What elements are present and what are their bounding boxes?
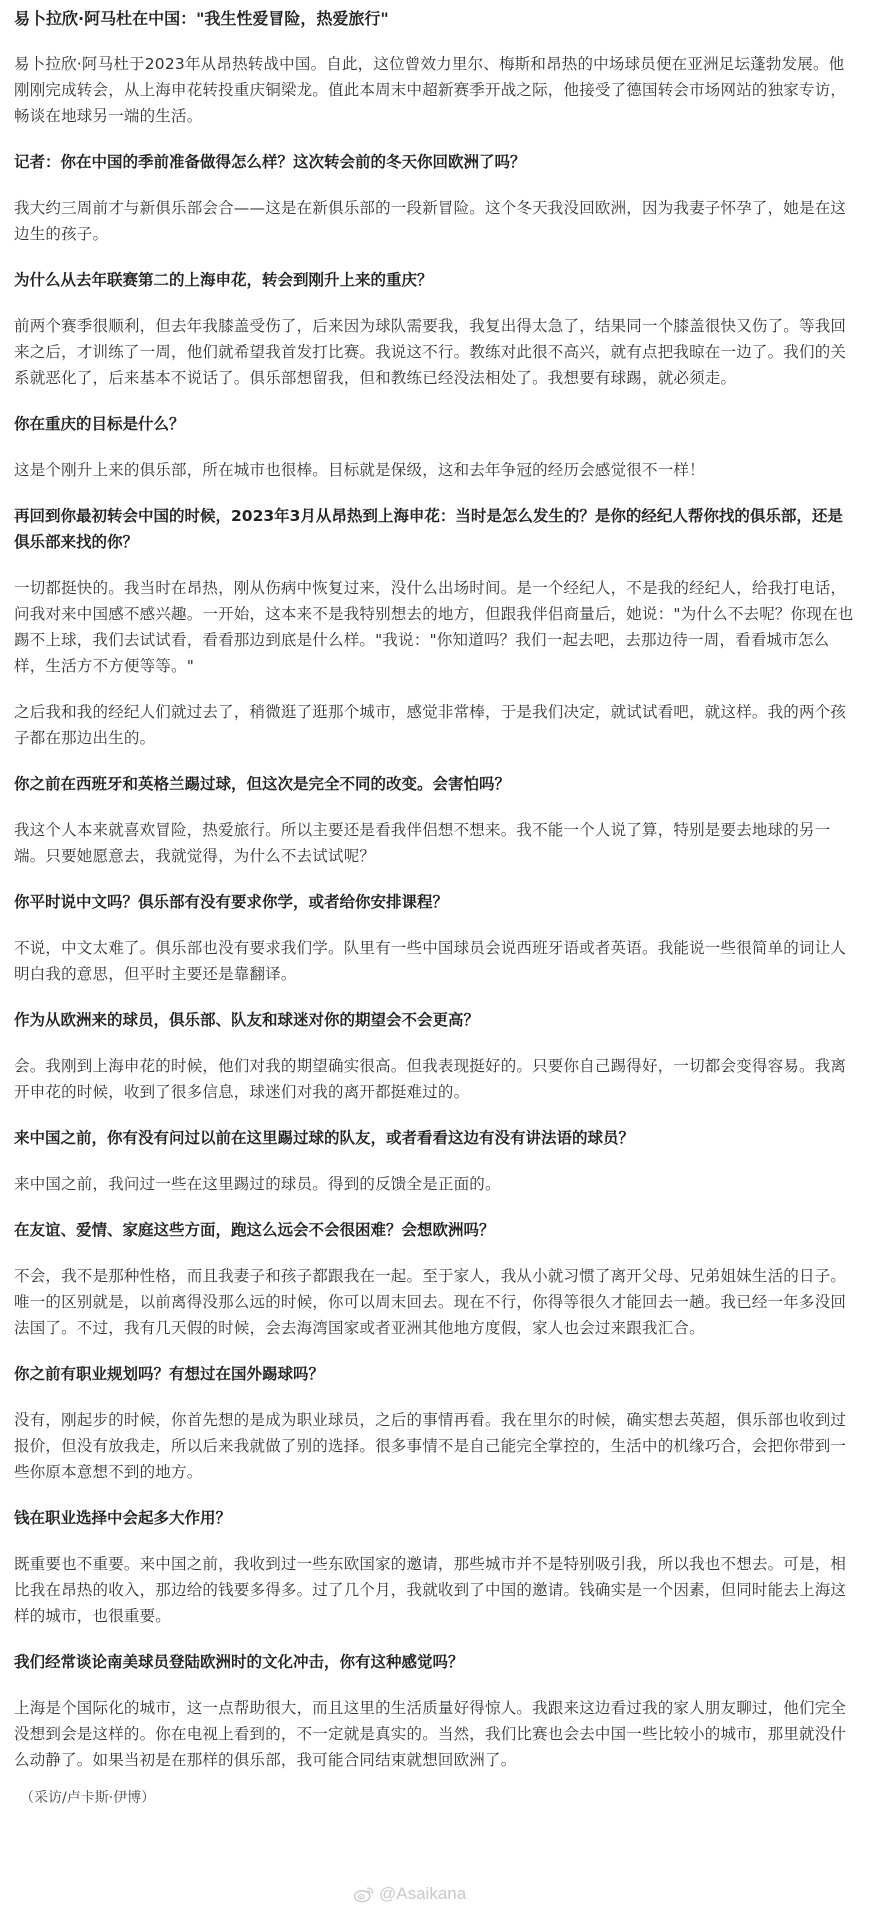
answer: 不说，中文太难了。俱乐部也没有要求我们学。队里有一些中国球员会说西班牙语或者英语。我能说一些很简单的词让人明白我的意思，但平时主要还是靠翻译。 [14, 939, 847, 983]
answer: 既重要也不重要。来中国之前，我收到过一些东欧国家的邀请，那些城市并不是特别吸引我，所以我也不想去。可是，相比我在昂热的收入，那边给的钱要多得多。过了几个月，我就收到了中国的邀请。钱确实是一个因素，但同时能去上海这样的城市，也很重要。 [14, 1555, 847, 1625]
answer: 来中国之前，我问过一些在这里踢过的球员。得到的反馈全是正面的。 [14, 1175, 501, 1193]
answer: 会。我刚到上海申花的时候，他们对我的期望确实很高。但我表现挺好的。只要你自己踢得好，一切都会变得容易。我离开申花的时候，收到了很多信息，球迷们对我的离开都挺难过的。 [14, 1057, 847, 1101]
question: 你平时说中文吗？俱乐部有没有要求你学，或者给你安排课程？ [14, 893, 449, 911]
qa-7 [14, 1007, 854, 1105]
question: 你之前有职业规划吗？有想过在国外踢球吗？ [14, 1365, 325, 1383]
answer: 没有，刚起步的时候，你首先想的是成为职业球员，之后的事情再看。我在里尔的时候，确实想去英超，俱乐部也收到过报价，但没有放我走，所以后来我就做了别的选择。很多事情不是自己能完全掌控的，生活中的机缘巧合，会把你带到一些你原本意想不到的地方。 [14, 1411, 847, 1481]
watermark [353, 1882, 466, 1906]
question: 你在重庆的目标是什么？ [14, 415, 185, 433]
question: 再回到你最初转会中国的时候，2023年3月从昂热到上海申花：当时是怎么发生的？是你的经纪人帮你找的俱乐部，还是俱乐部来找的你？ [14, 507, 843, 551]
answer: 前两个赛季很顺利，但去年我膝盖受伤了，后来因为球队需要我，我复出得太急了，结果同一个膝盖很快又伤了。等我回来之后，才训练了一周，他们就希望我首发打比赛。我说这不行。教练对此很不高兴，就有点把我晾在一边了。我们的关系就恶化了，后来基本不说话了。俱乐部想留我，但和教练已经没法相处了。我想要有球踢，就必须走。 [14, 317, 847, 387]
weibo-icon [353, 1885, 375, 1903]
qa-6 [14, 889, 854, 987]
article-title: 易卜拉欣·阿马杜在中国："我生性爱冒险，热爱旅行" [14, 9, 389, 28]
answer: 我这个人本来就喜欢冒险，热爱旅行。所以主要还是看我伴侣想不想来。我不能一个人说了算，特别是要去地球的另一端。只要她愿意去，我就觉得，为什么不去试试呢？ [14, 821, 831, 865]
question: 为什么从去年联赛第二的上海申花，转会到刚升上来的重庆？ [14, 271, 433, 289]
answer: 一切都挺快的。我当时在昂热，刚从伤病中恢复过来，没什么出场时间。是一个经纪人，不是我的经纪人，给我打电话，问我对来中国感不感兴趣。一开始，这本来不是我特别想去的地方，但跟我伴侣商量后，她说："为什么不去呢？你现在也踢不上球，我们去试试看，看看那边到底是什么样。"我说："你知道吗？我们一起去吧，去那边待一周，看看城市怎么样，生活方不方便等等。" [14, 579, 854, 675]
qa-12 [14, 1649, 854, 1773]
interview-credit: （采访/卢卡斯·伊博） [20, 1790, 156, 1806]
answer: 这是个刚升上来的俱乐部，所在城市也很棒。目标就是保级，这和去年争冠的经历会感觉很不一样！ [14, 461, 705, 479]
question: 你之前在西班牙和英格兰踢过球，但这次是完全不同的改变。会害怕吗？ [14, 775, 511, 793]
qa-9 [14, 1217, 854, 1341]
qa-2 [14, 267, 854, 391]
qa-5 [14, 771, 854, 869]
question: 作为从欧洲来的球员，俱乐部、队友和球迷对你的期望会不会更高？ [14, 1011, 480, 1029]
question: 钱在职业选择中会起多大作用？ [14, 1509, 232, 1527]
watermark-handle: @Asaikana [379, 1884, 467, 1903]
question: 记者：你在中国的季前准备做得怎么样？这次转会前的冬天你回欧洲了吗？ [14, 153, 526, 171]
answer: 我大约三周前才与新俱乐部会合——这是在新俱乐部的一段新冒险。这个冬天我没回欧洲，因为我妻子怀孕了，她是在这边生的孩子。 [14, 199, 847, 243]
article-lead: 易卜拉欣·阿马杜于2023年从昂热转战中国。自此，这位曾效力里尔、梅斯和昂热的中场球员便在亚洲足坛蓬勃发展。他刚刚完成转会，从上海申花转投重庆铜梁龙。值此本周末中超新赛季开战之际，他接受了德国转会市场网站的独家专访，畅谈在地球另一端的生活。 [14, 55, 847, 125]
qa-8 [14, 1125, 854, 1197]
question: 来中国之前，你有没有问过以前在这里踢过球的队友，或者看看这边有没有讲法语的球员？ [14, 1129, 635, 1147]
qa-10 [14, 1361, 854, 1485]
answer-continued: 之后我和我的经纪人们就过去了，稍微逛了逛那个城市，感觉非常棒，于是我们决定，就试试看吧，就这样。我的两个孩子都在那边出生的。 [14, 703, 847, 747]
article [14, 0, 854, 1809]
answer: 不会，我不是那种性格，而且我妻子和孩子都跟我在一起。至于家人，我从小就习惯了离开父母、兄弟姐妹生活的日子。唯一的区别就是，以前离得没那么远的时候，你可以周末回去。现在不行，你得等很久才能回去一趟。我已经一年多没回法国了。不过，我有几天假的时候，会去海湾国家或者亚洲其他地方度假，家人也会过来跟我汇合。 [14, 1267, 847, 1337]
qa-1 [14, 149, 854, 247]
question: 在友谊、爱情、家庭这些方面，跑这么远会不会很困难？会想欧洲吗？ [14, 1221, 495, 1239]
qa-3 [14, 411, 854, 483]
qa-11 [14, 1505, 854, 1629]
answer: 上海是个国际化的城市，这一点帮助很大，而且这里的生活质量好得惊人。我跟来这边看过我的家人朋友聊过，他们完全没想到会是这样的。你在电视上看到的，不一定就是真实的。当然，我们比赛也会去中国一些比较小的城市，那里就没什么动静了。如果当初是在那样的俱乐部，我可能合同结束就想回欧洲了。 [14, 1699, 847, 1769]
qa-4 [14, 503, 854, 751]
question: 我们经常谈论南美球员登陆欧洲时的文化冲击，你有这种感觉吗？ [14, 1653, 464, 1671]
